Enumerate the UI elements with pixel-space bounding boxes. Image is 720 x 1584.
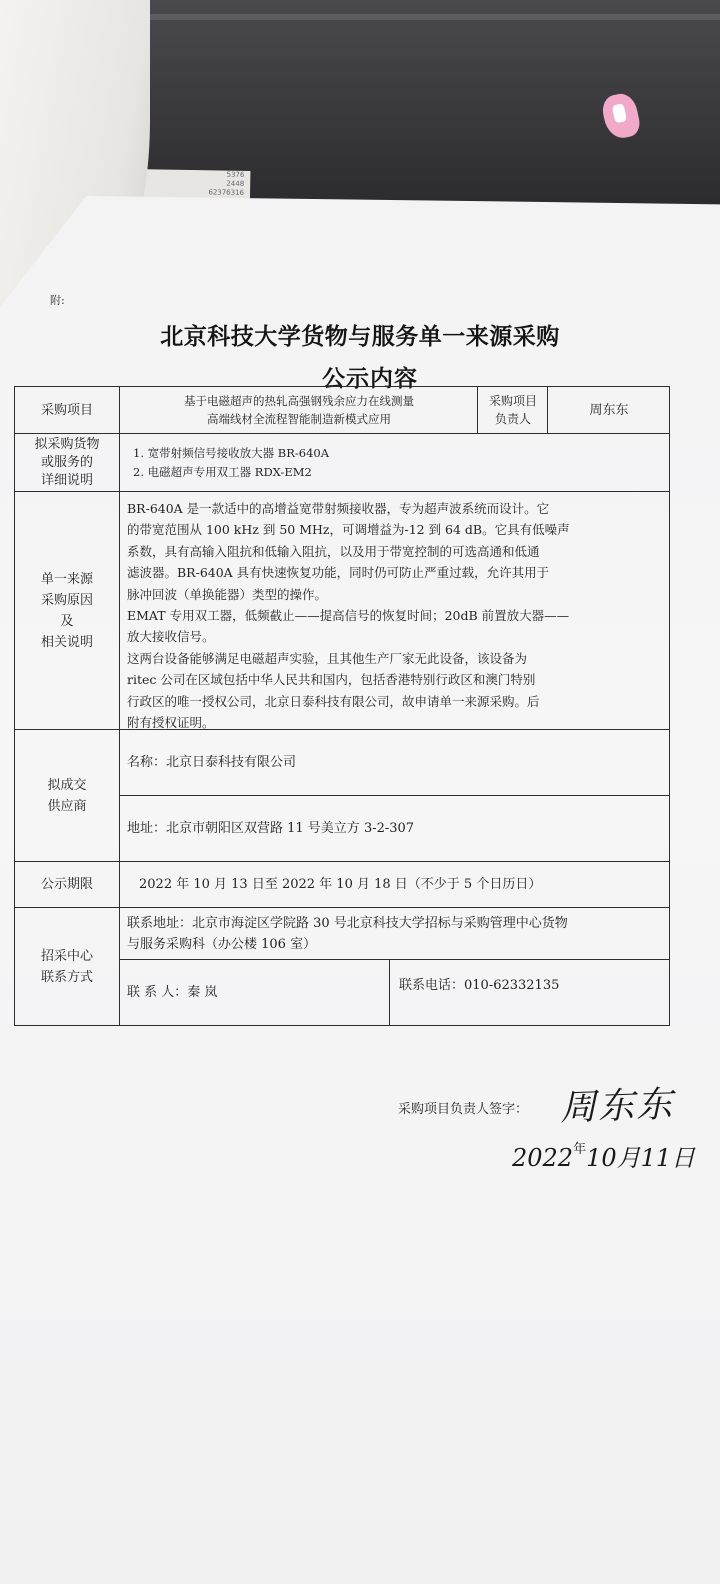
handwritten-signature: 周东东	[559, 1084, 675, 1129]
period-label: 公示期限	[40, 877, 93, 892]
under-paper-line: 5376	[226, 170, 245, 179]
reason-label-line1: 单一来源	[40, 571, 93, 587]
reason-text	[121, 492, 669, 729]
supplier-label-line1: 拟成交	[47, 777, 87, 793]
reason-line: 附有授权证明。	[127, 715, 215, 731]
date-year-char: 年	[573, 1142, 587, 1157]
reason-line: BR-640A 是一款适中的高增益宽带射频接收器，专为超声波系统而设计。它	[127, 501, 550, 516]
project-name-line2: 高端线材全流程智能制造新模式应用	[207, 412, 391, 426]
reason-label-line2: 采购原因	[40, 592, 93, 608]
period-value: 2022 年 10 月 13 日至 2022 年 10 月 18 日（不少于 5 个日历日）	[139, 877, 542, 892]
document-subtitle: 公示内容	[322, 366, 418, 392]
supplier-label-line2: 供应商	[47, 798, 87, 814]
reason-label-line3: 及	[60, 613, 74, 629]
contact-address-line1: 联系地址：北京市海淀区学院路 30 号北京科技大学招标与采购管理中心货物	[127, 915, 568, 931]
reason-line: 行政区的唯一授权公司，北京日泰科技有限公司，故申请单一来源采购。后	[127, 693, 540, 709]
reason-line: 放大接收信号。	[127, 629, 215, 645]
reason-label-line4: 相关说明	[40, 634, 93, 650]
date-year: 2022	[512, 1144, 574, 1172]
project-name	[121, 387, 477, 433]
owner-label-line1: 采购项目	[488, 394, 537, 408]
supplier-address: 地址：北京市朝阳区双营路 11 号美立方 3-2-307	[127, 821, 415, 836]
reason-line: EMAT 专用双工器，低频截止——提高信号的恢复时间；20dB 前置放大器——	[127, 608, 570, 624]
reason-line: 的带宽范围从 100 kHz 到 50 MHz，可调增益为-12 到 64 dB。它具有低噪声	[127, 522, 570, 538]
date-rest: 10月11日	[586, 1144, 696, 1172]
project-label: 采购项目	[40, 402, 93, 418]
goods-list	[133, 437, 653, 489]
announcement-table	[14, 386, 670, 1026]
goods-label-line1: 拟采购货物	[34, 436, 100, 452]
owner-name: 周东东	[589, 402, 629, 418]
reason-line: 脉冲回波（单换能器）类型的操作。	[127, 586, 328, 602]
contact-label-line1: 招采中心	[40, 948, 93, 964]
owner-label-line2: 负责人	[494, 412, 531, 426]
contact-label-line2: 联系方式	[40, 969, 93, 985]
reason-line: 系数，具有高输入阻抗和低输入阻抗，以及用于带宽控制的可选高通和低通	[127, 543, 540, 559]
reason-line: 这两台设备能够满足电磁超声实验，且其他生产厂家无此设备，该设备为	[127, 650, 528, 666]
under-paper-line: 62376316	[208, 188, 245, 197]
reason-line: 滤波器。BR-640A 具有快速恢复功能，同时仍可防止严重过载，允许其用于	[127, 565, 550, 581]
under-paper-line: 2448	[226, 179, 245, 188]
goods-item: 1. 宽带射频信号接收放大器 BR-640A	[133, 446, 330, 460]
goods-label	[15, 434, 119, 491]
contact-address	[127, 908, 667, 959]
reason-line: ritec 公司在区域包括中华人民共和国内，包括香港特别行政区和澳门特别	[127, 672, 536, 688]
goods-label-line3: 详细说明	[40, 472, 93, 488]
attachment-label: 附:	[50, 294, 65, 307]
signature-label: 采购项目负责人签字：	[398, 1102, 529, 1117]
contact-phone: 联系电话：010-62332135	[399, 977, 560, 993]
contact-address-line2: 与服务采购科（办公楼 106 室）	[127, 936, 317, 952]
owner-label	[479, 387, 547, 433]
reason-label	[15, 492, 119, 729]
keyboard-edge	[120, 14, 720, 20]
goods-label-line2: 或服务的	[40, 454, 93, 470]
handwritten-date	[512, 1138, 695, 1173]
goods-item: 2. 电磁超声专用双工器 RDX-EM2	[133, 465, 312, 479]
supplier-name: 名称：北京日泰科技有限公司	[127, 755, 297, 770]
contact-person: 联 系 人：秦 岚	[127, 985, 218, 1000]
column-divider	[389, 959, 390, 1025]
supplier-label	[15, 730, 119, 861]
project-name-line1: 基于电磁超声的热轧高强钢残余应力在线测量	[184, 394, 414, 408]
document-title: 北京科技大学货物与服务单一来源采购	[160, 324, 560, 350]
contact-label	[15, 908, 119, 1025]
